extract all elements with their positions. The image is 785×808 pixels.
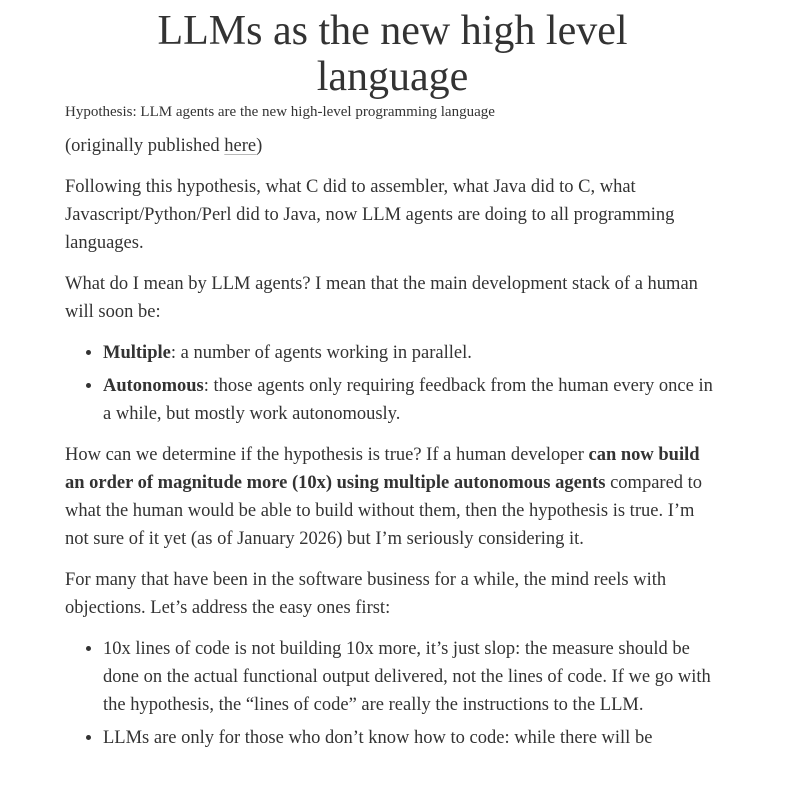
- paragraph-llm-agents-definition: What do I mean by LLM agents? I mean that the main development stack of a human will soon be:: [65, 274, 698, 322]
- list-item-multiple-text: : a number of agents working in parallel.: [170, 343, 472, 363]
- page: [0, 8, 785, 808]
- hypothesis-subtitle: Hypothesis: LLM agents are the new high-level programming language: [65, 104, 495, 120]
- paragraph-objections-intro: For many that have been in the software business for a while, the mind reels with objections. Let’s address the easy ones first:: [65, 570, 667, 618]
- list-item-autonomous-text: : those agents only requiring feedback from the human every once in a while, but mostly work autonomously.: [103, 376, 713, 424]
- list-item-multiple: [103, 339, 720, 367]
- page-title: LLMs as the new high level language: [157, 8, 628, 100]
- hypothesis-test-tail: compared to what the human would be able to build without them, then the hypothesis is true. I’m not sure of it yet (as of January 2026) but I’m seriously considering it.: [65, 473, 703, 549]
- origin-note-suffix: ): [256, 136, 263, 156]
- origin-note-prefix: (originally published: [65, 136, 225, 156]
- objections-list: [65, 635, 720, 752]
- list-item-10x-slop: • 10x lines of code is not building 10x more, it’s just slop: the measure should be done on the actual functional output delivered, not the lines of code. If we go with the hypothesis, the “lines of code” are really the instructions to the LLM.: [103, 635, 720, 719]
- list-item-autonomous-term: Autonomous: [103, 376, 204, 396]
- article: [0, 8, 785, 752]
- list-item-llms-only-noncoders: • LLMs are only for those who don’t know how to code: while there will be: [103, 724, 720, 752]
- hypothesis-test-lead: How can we determine if the hypothesis is true? If a human developer: [65, 445, 589, 465]
- list-item-autonomous: [103, 372, 720, 428]
- paragraph-hypothesis-test: [65, 441, 720, 553]
- list-item-multiple-term: Multiple: [103, 343, 171, 363]
- originally-published-link[interactable]: here: [224, 136, 257, 156]
- paragraph-language-analogy: Following this hypothesis, what C did to assembler, what Java did to C, what Javascript/Python/Perl did to Java, now LLM agents are doing to all programming languages.: [65, 177, 675, 253]
- origin-note: [65, 132, 720, 160]
- agent-properties-list: [65, 339, 720, 428]
- hypothesis-test-bold-claim: can now build an order of magnitude more (10x) using multiple autonomous agents: [65, 445, 700, 493]
